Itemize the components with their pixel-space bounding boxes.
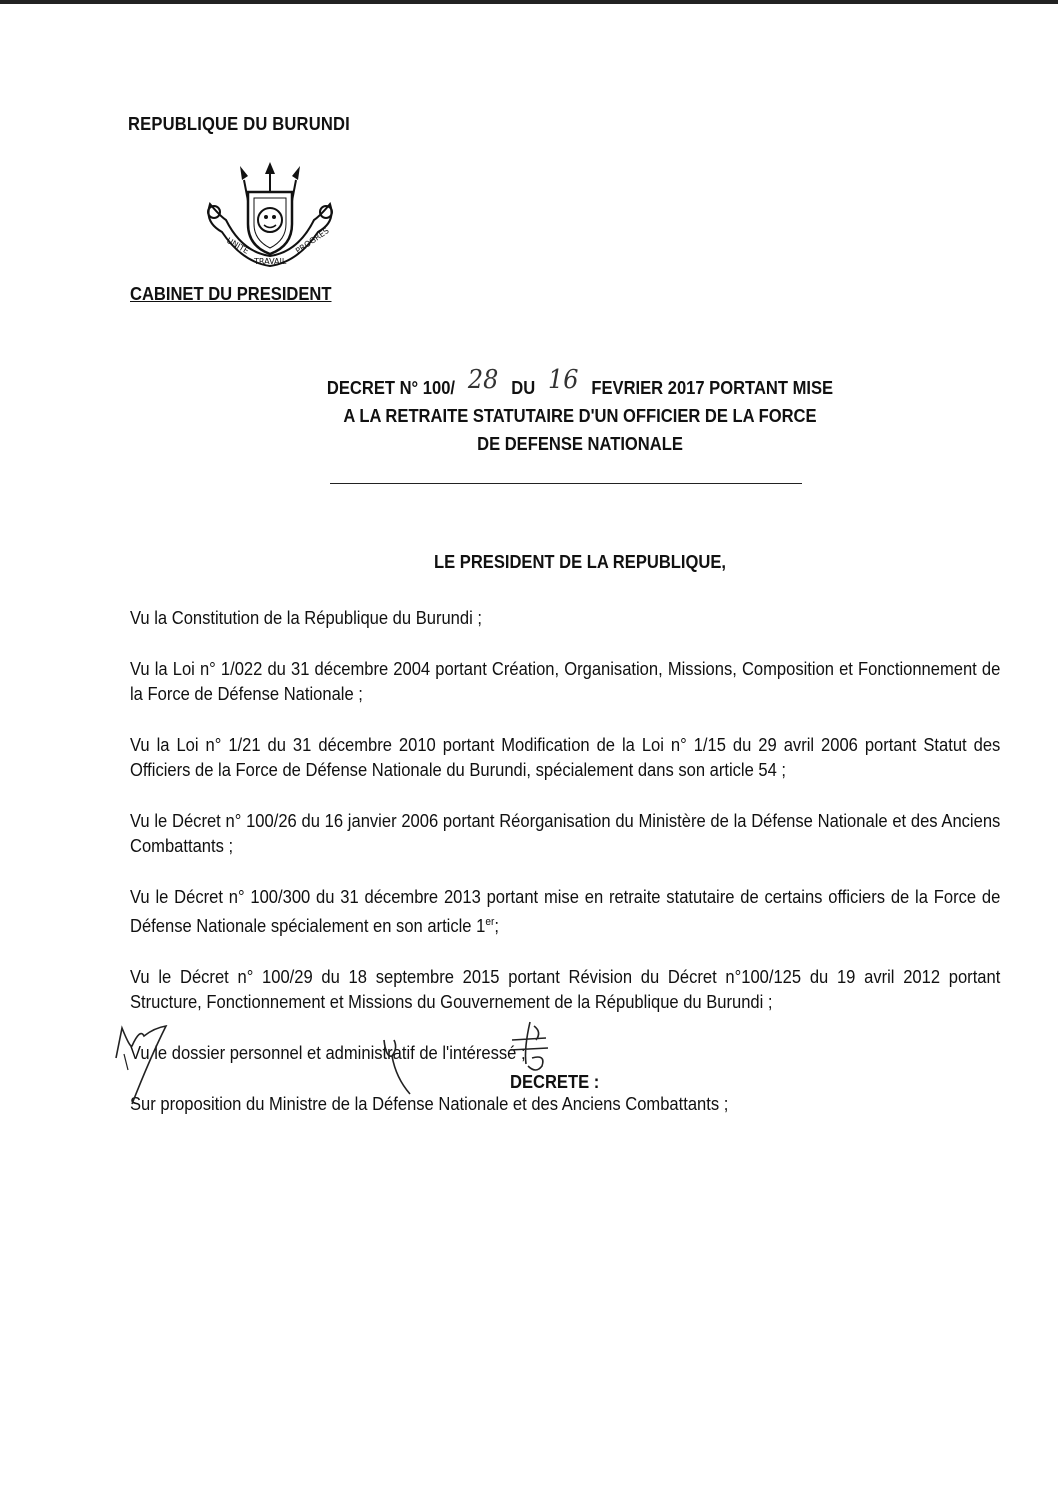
decrete-heading: DECRETE : bbox=[510, 1072, 600, 1092]
ordinal-superscript: er bbox=[485, 916, 495, 928]
decree-date-du: DU bbox=[511, 378, 536, 398]
handwritten-initials-icon bbox=[110, 1018, 180, 1108]
handwritten-decree-day: 16 bbox=[548, 365, 579, 395]
decree-title-line-1 bbox=[230, 365, 929, 402]
preamble-paragraph: Vu le Décret n° 100/26 du 16 janvier 2006 portant Réorganisation du Ministère de la Défense Nationale et des Anciens Combattants ; bbox=[130, 811, 1001, 856]
decree-title-line-3: DE DEFENSE NATIONALE bbox=[477, 434, 683, 454]
preamble-paragraph: Vu le dossier personnel et administratif de l'intéressé ; bbox=[130, 1043, 526, 1063]
title-divider bbox=[330, 483, 802, 484]
svg-text:TRAVAIL: TRAVAIL bbox=[254, 257, 287, 266]
preamble-paragraph-text: Vu le Décret n° 100/300 du 31 décembre 2013 portant mise en retraite statutaire de certains officiers de la Force de Défense Nationale spécialement en son article 1 bbox=[130, 887, 1001, 936]
decree-title-line-2: A LA RETRAITE STATUTAIRE D'UN OFFICIER DE LA FORCE bbox=[343, 406, 817, 426]
svg-text:UNITE: UNITE bbox=[225, 235, 251, 256]
svg-text:PROGRES: PROGRES bbox=[293, 226, 331, 256]
cabinet-heading: CABINET DU PRESIDENT bbox=[130, 284, 332, 304]
decree-date-suffix: FEVRIER 2017 PORTANT MISE bbox=[591, 378, 834, 398]
handwritten-decree-number: 28 bbox=[467, 365, 499, 395]
preamble-paragraph: Vu le Décret n° 100/29 du 18 septembre 2015 portant Révision du Décret n°100/125 du 19 avril 2012 portant Structure, Fonctionnement et Missions du Gouvernement de la République du Burundi ; bbox=[130, 967, 1001, 1012]
burundi-coat-of-arms-icon bbox=[202, 162, 338, 282]
preamble-paragraph: Vu la Loi n° 1/21 du 31 décembre 2010 portant Modification de la Loi n° 1/15 du 29 avril 2006 portant Statut des Officiers de la Force de Défense Nationale du Burundi, spécialement dans son article 54 ; bbox=[130, 735, 1001, 780]
decree-title bbox=[200, 365, 960, 458]
scan-top-edge bbox=[0, 0, 1058, 4]
president-heading: LE PRESIDENT DE LA REPUBLIQUE, bbox=[434, 552, 726, 572]
paragraph-end-mark: ; bbox=[494, 916, 499, 936]
preamble bbox=[130, 606, 1000, 1143]
preamble-paragraph: Vu la Constitution de la République du Burundi ; bbox=[130, 608, 482, 628]
handwritten-initials-icon bbox=[502, 1018, 562, 1078]
preamble-paragraph: Vu la Loi n° 1/022 du 31 décembre 2004 portant Création, Organisation, Missions, Composition et Fonctionnement de la Force de Défense Nationale ; bbox=[130, 659, 1001, 704]
decree-number-prefix: DECRET N° 100/ bbox=[326, 378, 456, 398]
document-header bbox=[128, 114, 398, 304]
preamble-paragraph: Sur proposition du Ministre de la Défense Nationale et des Anciens Combattants ; bbox=[130, 1094, 729, 1114]
republic-heading: REPUBLIQUE DU BURUNDI bbox=[128, 114, 350, 134]
preamble-paragraph bbox=[130, 885, 1000, 939]
handwritten-initials-icon bbox=[372, 1018, 422, 1098]
